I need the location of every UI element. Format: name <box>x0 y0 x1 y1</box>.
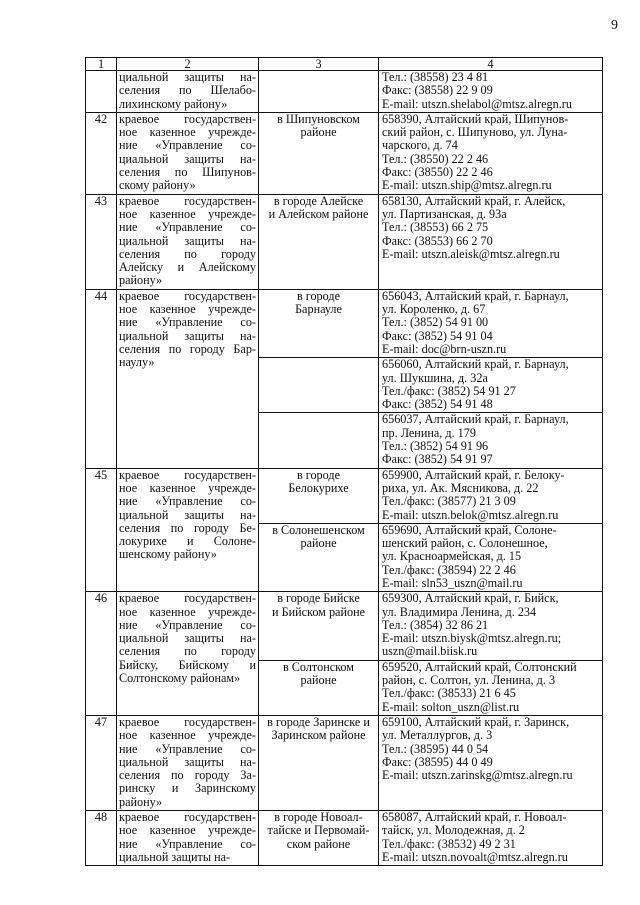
row-number: 42 <box>86 112 117 194</box>
text-line: ное казенное учрежде- <box>119 604 256 619</box>
text-line: селения по Шипунов- <box>119 165 256 180</box>
text-line: ное казенное учрежде- <box>119 206 256 221</box>
organization-cell <box>117 289 259 468</box>
row-number: 48 <box>86 811 117 866</box>
text-line: ние «Управление со- <box>119 836 256 851</box>
contacts-cell <box>379 715 603 810</box>
area-cell <box>259 112 379 194</box>
table-row <box>86 112 603 194</box>
table-row <box>86 71 603 113</box>
text-line: в городе <box>296 289 341 303</box>
text-line: ул. Владимира Ленина, д. 234 <box>382 604 537 619</box>
text-line: циальной защиты на- <box>119 233 256 248</box>
text-line: Тел./факс: (38594) 22 2 46 <box>382 562 516 577</box>
text-line: 659690, Алтайский край, Солоне- <box>382 523 557 537</box>
text-line: Тел.: (3852) 54 91 00 <box>382 315 489 330</box>
area-cell <box>259 523 379 591</box>
text-line: Факс: (38553) 66 2 70 <box>382 233 493 248</box>
contacts-cell <box>379 194 603 289</box>
text-line: Тел./факс: (3852) 54 91 27 <box>382 383 516 398</box>
text-line: Тел.: (38558) 23 4 81 <box>382 70 489 84</box>
text-line: Тел./факс: (38577) 21 3 09 <box>382 494 516 509</box>
area-cell <box>259 194 379 289</box>
area-cell <box>259 592 379 660</box>
text-line: селения по городу Бар- <box>119 341 256 356</box>
text-line: ский район, с. Шипуново, ул. Луна- <box>382 125 568 140</box>
text-line: в Солонешенском <box>272 523 365 537</box>
text-line: E-mail: utszn.shelabol@mtsz.alregn.ru <box>382 96 572 111</box>
text-line: 659300, Алтайский край, г. Бийск, <box>382 591 559 606</box>
directory-table <box>85 57 603 866</box>
text-line: локурихе и Солоне- <box>119 534 256 549</box>
text-line: в городе Бийске <box>277 591 360 606</box>
organization-cell <box>117 468 259 592</box>
text-line: ное казенное учрежде- <box>119 480 256 495</box>
text-line: Факс: (3852) 54 91 04 <box>382 328 493 343</box>
text-line: E-mail: utszn.belok@mtsz.alregn.ru <box>382 507 559 522</box>
contacts-cell <box>379 468 603 523</box>
text-line: краевое государствен- <box>119 289 256 303</box>
page-number: 9 <box>611 18 618 33</box>
text-line: тайске и Первомай- <box>267 823 370 838</box>
text-line: в Шипуновском <box>277 112 360 126</box>
text-line: районе <box>300 673 337 688</box>
text-line: E-mail: utszn.biysk@mtsz.alregn.ru; <box>382 631 562 646</box>
text-line: в городе <box>296 468 341 482</box>
text-line: циальной защиты на- <box>119 507 256 522</box>
text-line: E-mail: doc@brn-uszn.ru <box>382 341 507 356</box>
organization-cell <box>117 71 259 113</box>
text-line: району» <box>119 273 163 288</box>
text-line: шенский район, с. Солонешное, <box>382 536 548 551</box>
text-line: 658390, Алтайский край, Шипунов- <box>382 112 569 126</box>
header-cell: 3 <box>259 58 379 71</box>
area-cell <box>259 71 379 113</box>
text-line: 659900, Алтайский край, г. Белоку- <box>382 468 565 482</box>
table-row <box>86 811 603 866</box>
text-line: селения по городу Бе- <box>119 520 256 535</box>
text-line: чарского, д. 74 <box>382 138 458 153</box>
text-line: Тел./факс: (38533) 21 6 45 <box>382 686 516 701</box>
text-line: Тел.: (38550) 22 2 46 <box>382 151 489 166</box>
contacts-cell <box>379 660 603 715</box>
text-line: циальной защиты на- <box>119 849 231 864</box>
header-cell: 4 <box>379 58 603 71</box>
text-line: селения по Шелабо- <box>119 83 256 98</box>
area-cell <box>259 660 379 715</box>
organization-cell <box>117 112 259 194</box>
text-line: Тел.: (38595) 44 0 54 <box>382 741 489 756</box>
text-line: Солтонскому районам» <box>119 671 241 686</box>
text-line: ние «Управление со- <box>119 494 256 509</box>
text-line: uszn@mail.biisk.ru <box>382 644 478 659</box>
area-cell <box>259 413 379 468</box>
text-line: ул. Красноармейская, д. 15 <box>382 549 522 564</box>
text-line: Бийску, Бийскому и <box>119 657 256 672</box>
text-line: ринску и Заринскому <box>119 781 256 796</box>
area-cell <box>259 358 379 413</box>
text-line: краевое государствен- <box>119 810 256 825</box>
text-line: Факс: (38550) 22 2 46 <box>382 165 493 180</box>
text-line: Факс: (3852) 54 91 97 <box>382 452 493 467</box>
text-line: E-mail: utszn.novoalt@mtsz.alregn.ru <box>382 849 568 864</box>
text-line: ул. Короленко, д. 67 <box>382 302 486 317</box>
contacts-cell <box>379 112 603 194</box>
text-line: районе <box>300 125 337 140</box>
text-line: Заринском районе <box>271 728 366 743</box>
text-line: скому району» <box>119 178 196 193</box>
row-number <box>86 71 117 113</box>
text-line: E-mail: utszn.zarinskg@mtsz.alregn.ru <box>382 768 573 783</box>
text-line: E-mail: utszn.aleisk@mtsz.alregn.ru <box>382 246 560 261</box>
row-number: 47 <box>86 715 117 810</box>
text-line: в городе Заринске и <box>267 715 370 729</box>
text-line: Тел.: (3852) 54 91 96 <box>382 439 489 454</box>
text-line: 656037, Алтайский край, г. Барнаул, <box>382 412 569 427</box>
text-line: району» <box>119 794 163 809</box>
organization-cell <box>117 592 259 716</box>
contacts-cell <box>379 523 603 591</box>
text-line: E-mail: utszn.ship@mtsz.alregn.ru <box>382 178 552 193</box>
contacts-cell <box>379 413 603 468</box>
text-line: циальной защиты на- <box>119 70 256 84</box>
text-line: лихинскому району» <box>119 96 228 111</box>
text-line: E-mail: solton_uszn@list.ru <box>382 699 520 714</box>
text-line: Белокурихе <box>288 480 349 495</box>
header-cell: 2 <box>117 58 259 71</box>
row-number: 46 <box>86 592 117 716</box>
text-line: ние «Управление со- <box>119 741 256 756</box>
text-line: в городе Новоал- <box>274 810 363 825</box>
text-line: селения по городу <box>119 246 256 261</box>
organization-cell <box>117 811 259 866</box>
table-row <box>86 468 603 523</box>
header-row <box>86 58 603 71</box>
text-line: Алейску и Алейскому <box>119 260 256 275</box>
contacts-cell <box>379 358 603 413</box>
text-line: и Алейском районе <box>268 206 369 221</box>
table-row <box>86 715 603 810</box>
text-line: ул. Партизанская, д. 93а <box>382 206 507 221</box>
row-number: 45 <box>86 468 117 592</box>
text-line: в Солтонском <box>282 660 354 674</box>
organization-cell <box>117 194 259 289</box>
row-number: 43 <box>86 194 117 289</box>
table-row <box>86 194 603 289</box>
text-line: ное казенное учрежде- <box>119 302 256 317</box>
text-line: 659100, Алтайский край, г. Заринск, <box>382 715 570 729</box>
text-line: Факс: (38558) 22 9 09 <box>382 83 493 98</box>
text-line: краевое государствен- <box>119 468 256 482</box>
text-line: ное казенное учрежде- <box>119 728 256 743</box>
text-line: циальной защиты на- <box>119 151 256 166</box>
text-line: ное казенное учрежде- <box>119 125 256 140</box>
text-line: краевое государствен- <box>119 715 256 729</box>
header-cell: 1 <box>86 58 117 71</box>
text-line: краевое государствен- <box>119 112 256 126</box>
contacts-cell <box>379 811 603 866</box>
text-line: E-mail: sln53_uszn@mail.ru <box>382 575 523 590</box>
text-line: селения по городу <box>119 644 256 659</box>
text-line: циальной защиты на- <box>119 754 256 769</box>
text-line: ное казенное учрежде- <box>119 823 256 838</box>
text-line: ском районе <box>286 836 351 851</box>
text-line: в городе Алейске <box>273 194 364 208</box>
text-line: тайск, ул. Молодежная, д. 2 <box>382 823 525 838</box>
text-line: 656060, Алтайский край, г. Барнаул, <box>382 357 569 372</box>
text-line: Факс: (3852) 54 91 48 <box>382 397 493 412</box>
area-cell <box>259 715 379 810</box>
area-cell <box>259 811 379 866</box>
text-line: 658087, Алтайский край, г. Новоал- <box>382 810 567 825</box>
area-cell <box>259 289 379 357</box>
text-line: риха, ул. Ак. Мясникова, д. 22 <box>382 480 539 495</box>
text-line: Тел.: (3854) 32 86 21 <box>382 617 489 632</box>
text-line: районе <box>300 536 337 551</box>
text-line: район, с. Солтон, ул. Ленина, д. 3 <box>382 673 556 688</box>
text-line: циальной защиты на- <box>119 328 256 343</box>
contacts-cell <box>379 592 603 660</box>
text-line: краевое государствен- <box>119 591 256 606</box>
text-line: ул. Металлургов, д. 3 <box>382 728 493 743</box>
text-line: 656043, Алтайский край, г. Барнаул, <box>382 289 569 303</box>
text-line: циальной защиты на- <box>119 631 256 646</box>
text-line: 659520, Алтайский край, Солтонский <box>382 660 577 674</box>
text-line: Барнауле <box>295 302 342 317</box>
area-cell <box>259 468 379 523</box>
text-line: ние «Управление со- <box>119 138 256 153</box>
text-line: шенскому району» <box>119 547 217 562</box>
text-line: селения по городу За- <box>119 768 256 783</box>
contacts-cell <box>379 71 603 113</box>
organization-cell <box>117 715 259 810</box>
text-line: наулу» <box>119 355 155 370</box>
text-line: ние «Управление со- <box>119 617 256 632</box>
text-line: 658130, Алтайский край, г. Алейск, <box>382 194 566 208</box>
text-line: ние «Управление со- <box>119 315 256 330</box>
text-line: Факс: (38595) 44 0 49 <box>382 754 493 769</box>
text-line: краевое государствен- <box>119 194 256 208</box>
table-row <box>86 592 603 660</box>
table-row <box>86 289 603 357</box>
row-number: 44 <box>86 289 117 468</box>
contacts-cell <box>379 289 603 357</box>
text-line: Тел./факс: (38532) 49 2 31 <box>382 836 516 851</box>
text-line: ул. Шукшина, д. 32а <box>382 370 488 385</box>
text-line: пр. Ленина, д. 179 <box>382 425 476 440</box>
text-line: ние «Управление со- <box>119 220 256 235</box>
text-line: и Бийском районе <box>272 604 365 619</box>
text-line: Тел.: (38553) 66 2 75 <box>382 220 489 235</box>
